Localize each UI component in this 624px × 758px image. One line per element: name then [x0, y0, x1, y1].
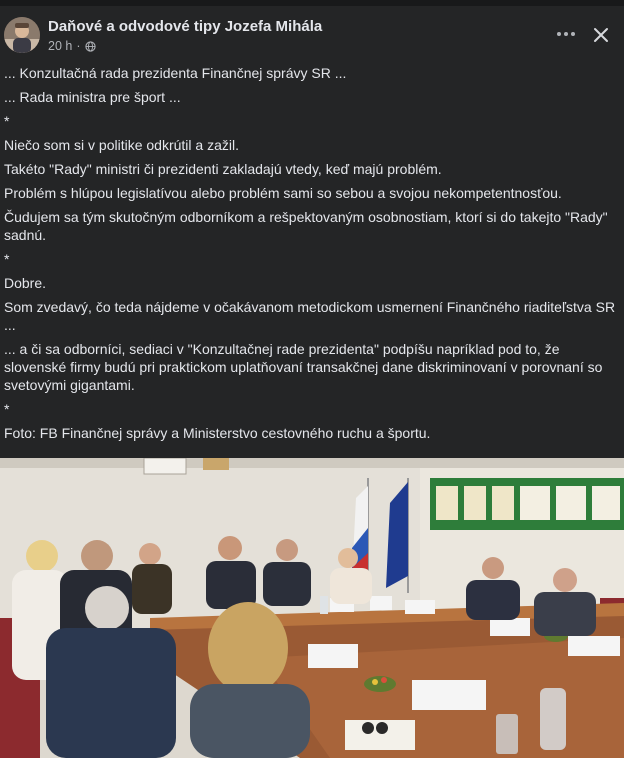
post-paragraph: * [4, 251, 10, 267]
post-body [4, 64, 616, 448]
post-paragraph: Som zvedavý, čo teda nájdeme v očakávanom metodickom usmernení Finančného riaditeľstva SR ... [4, 299, 616, 333]
post-photo[interactable] [0, 458, 624, 758]
post-paragraph: Niečo som si v politike odkrútil a zažil. [4, 137, 239, 153]
post-paragraph: ... Rada ministra pre šport ... [4, 89, 181, 105]
post-paragraph: Takéto "Rady" ministri či prezidenti zakladajú vtedy, keď majú problém. [4, 161, 442, 177]
globe-icon [85, 41, 96, 52]
top-bar [0, 0, 624, 6]
close-icon [593, 27, 609, 43]
post-paragraph: * [4, 401, 10, 417]
post-meta [48, 39, 96, 53]
more-horizontal-icon [556, 31, 576, 37]
page-avatar[interactable] [4, 17, 40, 53]
post-paragraph: ... a či sa odborníci, sediaci v "Konzultačnej rade prezidenta" podpíšu napríklad pod to, že slovenské firmy budú pri praktickom uplatňovaní transakčnej dane diskriminovaní v porovnaní so svetovými gigantami. [4, 341, 603, 393]
page-name-link[interactable]: Daňové a odvodové tipy Jozefa Mihála [48, 18, 323, 35]
more-options-button[interactable] [552, 24, 580, 44]
post-paragraph: Čudujem sa tým skutočným odborníkom a rešpektovaným osobnostiam, ktorí si do takejto "Rady" sadnú. [4, 209, 608, 243]
post-paragraph: * [4, 113, 10, 129]
post-header [0, 10, 624, 58]
close-button[interactable] [588, 22, 614, 48]
post-paragraph: ... Konzultačná rada prezidenta Finančnej správy SR ... [4, 65, 347, 81]
post-paragraph: Dobre. [4, 275, 47, 291]
post-time[interactable]: 20 h [48, 39, 73, 53]
post-paragraph: Problém s hlúpou legislatívou alebo problém sami so sebou a svojou nekompetentnosťou. [4, 185, 562, 201]
post-paragraph: Foto: FB Finančnej správy a Ministerstvo cestovného ruchu a športu. [4, 425, 431, 441]
meta-separator: · [76, 39, 81, 53]
